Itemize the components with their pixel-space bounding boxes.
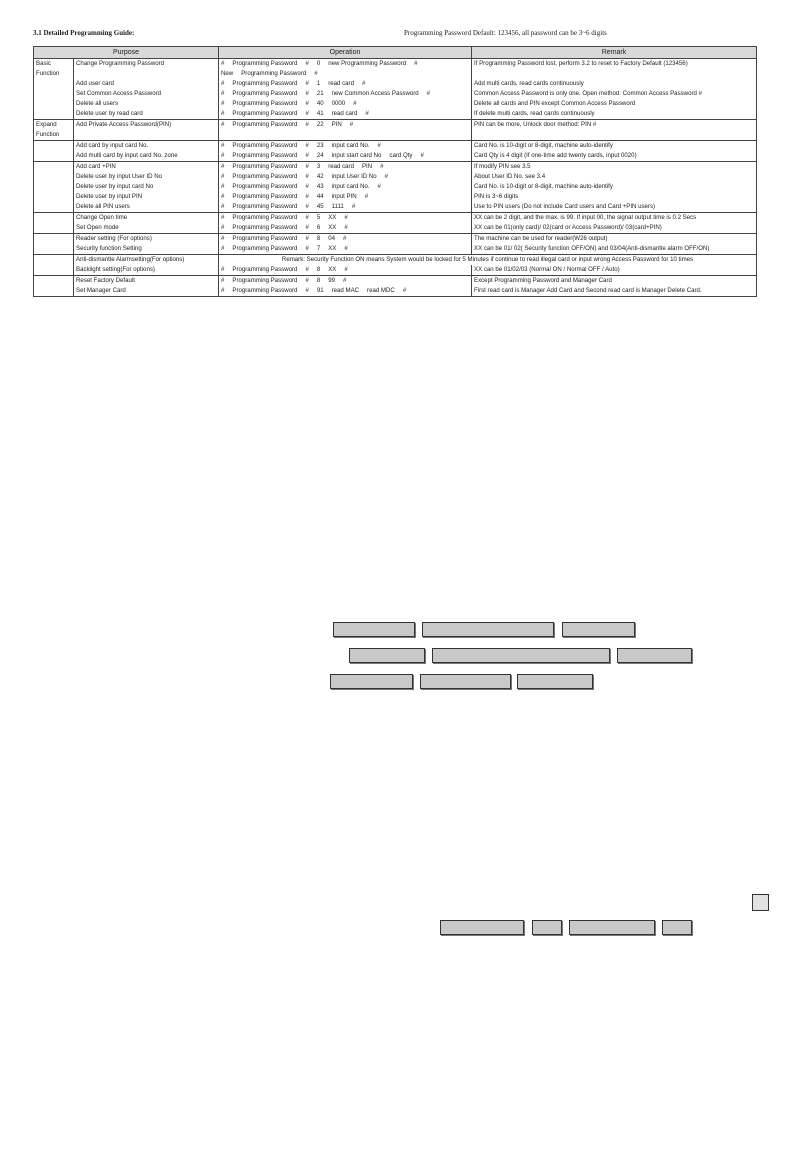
operation-cell	[219, 151, 472, 162]
operation-step: #	[414, 60, 418, 67]
operation-step: #	[305, 163, 309, 170]
remark-cell: XX can be 01(only card)/ 02(card or Access Password)/ 03(card+PIN)	[472, 223, 757, 234]
remark-cell: If Programming Password lost, perform 3.2 to reset to Factory Default (123456)	[472, 59, 757, 70]
operation-step: 24	[316, 152, 324, 159]
operation-step: #	[377, 142, 381, 149]
operation-step: 22	[316, 121, 324, 128]
operation-step: 0000	[331, 100, 346, 107]
remark-cell: PIN can be more, Unlock door method: PIN #	[472, 120, 757, 131]
operation-step: Programming Password	[232, 110, 298, 117]
operation-step: #	[221, 214, 225, 221]
operation-step: PIN	[361, 163, 373, 170]
operation-step: #	[426, 90, 431, 97]
operation-step: Programming Password	[232, 183, 298, 190]
purpose-cell: Delete user by input PIN	[74, 192, 219, 202]
operation-step: Programming Password	[232, 224, 298, 231]
operation-step: 1	[316, 80, 321, 87]
table-header-row	[34, 47, 757, 59]
category-cell	[34, 141, 74, 152]
operation-step: #	[344, 224, 348, 231]
operation-step: Programming Password	[232, 214, 298, 221]
category-cell	[34, 109, 74, 120]
remark-cell: Remark: Security Function ON means System would be locked for 5 Minutes if continue to read illegal card or input wrong Access Password for 10 times	[219, 255, 757, 266]
category-cell: Basic	[34, 59, 74, 70]
table-row	[34, 223, 757, 234]
operation-step: #	[305, 100, 309, 107]
operation-step: new Common Access Password	[331, 90, 419, 97]
operation-step: #	[305, 235, 309, 242]
column-header-purpose: Purpose	[34, 47, 219, 59]
remark-cell: XX can be 01/02/03 (Normal ON / Normal OFF / Auto)	[472, 265, 757, 276]
table-row	[34, 109, 757, 120]
operation-step: Programming Password	[232, 277, 298, 284]
operation-step: #	[221, 266, 225, 273]
diagram-box	[617, 648, 692, 663]
table-row	[34, 162, 757, 173]
operation-step: 0	[316, 60, 321, 67]
purpose-cell: Add user card	[74, 79, 219, 89]
operation-step: input User ID No	[331, 173, 377, 180]
operation-step: #	[221, 60, 225, 67]
operation-step: #	[221, 163, 225, 170]
remark-cell	[472, 69, 757, 79]
operation-cell	[219, 213, 472, 224]
category-cell: Function	[34, 69, 74, 79]
table-row	[34, 234, 757, 245]
purpose-cell: Set Open mode	[74, 223, 219, 234]
operation-step: 41	[316, 110, 324, 117]
category-cell	[34, 182, 74, 192]
table-row	[34, 182, 757, 192]
operation-step: #	[305, 90, 309, 97]
operation-step: #	[361, 80, 366, 87]
operation-step: Programming Password	[232, 235, 298, 242]
operation-step: Programming Password	[232, 193, 298, 200]
operation-cell	[219, 99, 472, 109]
operation-step: #	[221, 224, 225, 231]
diagram-box	[532, 920, 562, 935]
category-cell	[34, 99, 74, 109]
operation-step: 42	[316, 173, 324, 180]
operation-cell	[219, 192, 472, 202]
operation-cell	[219, 202, 472, 213]
operation-step: #	[344, 266, 348, 273]
table-row	[34, 79, 757, 89]
diagram-box	[662, 920, 692, 935]
purpose-cell: Reset Factory Default	[74, 276, 219, 287]
operation-cell	[219, 59, 472, 70]
category-cell: Expand	[34, 120, 74, 131]
remark-cell: The machine can be used for reader(W26 output)	[472, 234, 757, 245]
remark-cell: XX can be 01/ 02( Security function OFF/ON) and 03/04(Anti-dismantle alarm OFF/ON)	[472, 244, 757, 255]
operation-step: #	[402, 287, 407, 294]
operation-cell	[219, 130, 472, 141]
category-cell	[34, 162, 74, 173]
operation-step: #	[221, 235, 225, 242]
remark-cell: Card Qty is 4 digit (If one-time add twenty cards, input 0020)	[472, 151, 757, 162]
operation-step: #	[380, 163, 384, 170]
table-row	[34, 99, 757, 109]
operation-step: 3	[316, 163, 321, 170]
table-row	[34, 141, 757, 152]
operation-step: 91	[316, 287, 324, 294]
operation-step: #	[305, 142, 309, 149]
operation-cell	[219, 265, 472, 276]
remark-cell: If delete multi cards, read cards continuously	[472, 109, 757, 120]
operation-step: 45	[316, 203, 324, 210]
diagram-box	[432, 648, 610, 663]
operation-step: Programming Password	[232, 90, 298, 97]
table-row	[34, 265, 757, 276]
purpose-cell: Delete user by input card No	[74, 182, 219, 192]
purpose-cell: Anti-dismantle Alarmsetting(For options)	[74, 255, 219, 266]
table-row	[34, 151, 757, 162]
operation-cell	[219, 89, 472, 99]
operation-step: #	[305, 203, 309, 210]
column-header-remark: Remark	[472, 47, 757, 59]
diagram-box	[422, 622, 554, 637]
default-password-note: Programming Password Default: 123456, all password can be 3~6 digits	[404, 29, 607, 37]
operation-step: 5	[316, 214, 321, 221]
operation-step: #	[221, 152, 225, 159]
operation-step: #	[305, 277, 309, 284]
operation-step: #	[344, 214, 348, 221]
programming-guide-table	[33, 46, 757, 297]
table-row	[34, 89, 757, 99]
operation-step: #	[221, 173, 225, 180]
operation-step: New	[221, 70, 234, 77]
category-cell	[34, 172, 74, 182]
purpose-cell	[74, 69, 219, 79]
operation-step: card Qty	[389, 152, 413, 159]
remark-cell	[472, 130, 757, 141]
category-cell	[34, 89, 74, 99]
remark-cell: Card No. is 10-digit or 8-digit, machine auto-identify	[472, 141, 757, 152]
operation-cell	[219, 286, 472, 297]
operation-step: read card	[331, 110, 358, 117]
operation-step: #	[365, 110, 369, 117]
remark-cell: If modify PIN see 3.5	[472, 162, 757, 173]
operation-step: Programming Password	[241, 70, 307, 77]
category-cell	[34, 223, 74, 234]
operation-step: 43	[316, 183, 324, 190]
purpose-cell: Backlight setting(For options)	[74, 265, 219, 276]
operation-step: Programming Password	[232, 80, 298, 87]
operation-step: #	[351, 203, 356, 210]
operation-step: #	[305, 60, 309, 67]
operation-step: input start card No	[331, 152, 382, 159]
purpose-cell: Add card +PIN	[74, 162, 219, 173]
operation-step: Programming Password	[232, 100, 298, 107]
operation-step: #	[343, 277, 347, 284]
diagram-box	[420, 674, 511, 689]
table-row	[34, 192, 757, 202]
remark-cell: About User ID No. see 3.4	[472, 172, 757, 182]
operation-step: read MAC	[331, 287, 360, 294]
purpose-cell: Change Open time	[74, 213, 219, 224]
operation-step: #	[221, 183, 225, 190]
operation-step: input card No.	[331, 142, 370, 149]
operation-step: #	[349, 121, 354, 128]
operation-step: #	[221, 110, 225, 117]
category-cell	[34, 213, 74, 224]
column-header-operation: Operation	[219, 47, 472, 59]
category-cell	[34, 202, 74, 213]
category-cell	[34, 192, 74, 202]
remark-cell: First read card is Manager Add Card and Second read card is Manager Delete Card.	[472, 286, 757, 297]
operation-step: input card No.	[331, 183, 370, 190]
operation-cell	[219, 141, 472, 152]
operation-step: 21	[316, 90, 324, 97]
category-cell	[34, 255, 74, 266]
remark-cell: Delete all cards and PIN except Common Access Password	[472, 99, 757, 109]
purpose-cell: Add Private Access Password(PIN)	[74, 120, 219, 131]
operation-step: #	[221, 100, 225, 107]
operation-step: XX	[328, 266, 337, 273]
purpose-cell: Reader setting (For options)	[74, 234, 219, 245]
operation-cell	[219, 244, 472, 255]
purpose-cell: Delete all users	[74, 99, 219, 109]
operation-step: #	[305, 121, 309, 128]
operation-step: Programming Password	[232, 203, 298, 210]
purpose-cell: Add card by input card No.	[74, 141, 219, 152]
table-row	[34, 172, 757, 182]
purpose-cell	[74, 130, 219, 141]
operation-step: XX	[328, 224, 337, 231]
purpose-cell: Set Manager Card	[74, 286, 219, 297]
operation-step: #	[305, 224, 309, 231]
purpose-cell: Delete user by read card	[74, 109, 219, 120]
operation-step: #	[377, 183, 381, 190]
operation-step: #	[305, 193, 309, 200]
operation-step: #	[364, 193, 369, 200]
operation-step: #	[314, 70, 318, 77]
operation-cell	[219, 182, 472, 192]
operation-step: 7	[316, 245, 321, 252]
operation-step: #	[221, 203, 225, 210]
operation-step: Programming Password	[232, 287, 298, 294]
operation-step: 04	[328, 235, 335, 242]
operation-step: 8	[316, 266, 321, 273]
operation-step: #	[221, 287, 225, 294]
operation-step: Programming Password	[232, 163, 298, 170]
operation-step: 23	[316, 142, 324, 149]
operation-step: read card	[328, 80, 354, 87]
remark-cell: Card No. is 10-digit or 8-digit, machine auto-identify	[472, 182, 757, 192]
diagram-box	[517, 674, 593, 689]
table-row	[34, 130, 757, 141]
category-cell	[34, 276, 74, 287]
operation-step: #	[221, 193, 225, 200]
operation-step: PIN	[331, 121, 342, 128]
operation-step: Programming Password	[232, 60, 298, 67]
operation-step: #	[343, 235, 347, 242]
table-row	[34, 120, 757, 131]
operation-step: 44	[316, 193, 324, 200]
operation-step: #	[221, 245, 225, 252]
category-cell	[34, 265, 74, 276]
operation-step: Programming Password	[232, 152, 298, 159]
operation-step: read card	[328, 163, 354, 170]
operation-step: 6	[316, 224, 321, 231]
operation-step: 8	[316, 235, 321, 242]
diagram-box	[562, 622, 635, 637]
operation-step: 99	[328, 277, 335, 284]
category-cell	[34, 244, 74, 255]
operation-cell	[219, 69, 472, 79]
table-row	[34, 244, 757, 255]
table-row	[34, 69, 757, 79]
operation-step: read MDC	[367, 287, 395, 294]
operation-step: input PIN	[331, 193, 357, 200]
purpose-cell: Set Common Access Password	[74, 89, 219, 99]
operation-step: Programming Password	[232, 266, 298, 273]
operation-step: #	[384, 173, 389, 180]
operation-step: #	[305, 173, 309, 180]
operation-step: 40	[316, 100, 324, 107]
operation-cell	[219, 120, 472, 131]
operation-step: #	[221, 277, 225, 284]
operation-cell	[219, 276, 472, 287]
operation-step: #	[305, 214, 309, 221]
remark-cell: Except Programming Password and Manager Card	[472, 276, 757, 287]
operation-cell	[219, 223, 472, 234]
category-cell	[34, 79, 74, 89]
category-cell: Function	[34, 130, 74, 141]
diagram-box	[330, 674, 413, 689]
operation-step: #	[221, 80, 225, 87]
operation-step: #	[344, 245, 348, 252]
table-row	[34, 213, 757, 224]
diagram-square	[752, 894, 769, 911]
operation-step: Programming Password	[232, 121, 298, 128]
operation-step: 1111	[331, 203, 344, 210]
diagram-box	[349, 648, 425, 663]
purpose-cell: Add multi card by input card No. zone	[74, 151, 219, 162]
table-row	[34, 255, 757, 266]
category-cell	[34, 151, 74, 162]
operation-step: #	[305, 183, 309, 190]
operation-step: Programming Password	[232, 142, 298, 149]
operation-step: #	[305, 110, 309, 117]
operation-step: 8	[316, 277, 321, 284]
operation-step: XX	[328, 214, 337, 221]
operation-step: #	[305, 245, 309, 252]
operation-step: #	[305, 80, 309, 87]
operation-step: Programming Password	[232, 173, 298, 180]
operation-step: new Programming Password	[328, 60, 407, 67]
operation-step: #	[305, 266, 309, 273]
purpose-cell: Delete all PIN users	[74, 202, 219, 213]
category-cell	[34, 286, 74, 297]
operation-step: #	[221, 90, 225, 97]
table-row	[34, 59, 757, 70]
remark-cell: PIN is 3~6 digits	[472, 192, 757, 202]
operation-step: XX	[328, 245, 337, 252]
table-row	[34, 276, 757, 287]
purpose-cell: Change Programming Password	[74, 59, 219, 70]
table-row	[34, 202, 757, 213]
operation-cell	[219, 79, 472, 89]
remark-cell: Use to PIN users (Do not include Card users and Card +PIN users)	[472, 202, 757, 213]
operation-step: #	[221, 121, 225, 128]
operation-step: Programming Password	[232, 245, 298, 252]
operation-cell	[219, 109, 472, 120]
remark-cell: XX can be 2 digit, and the max. is 99. If input 00, the signal output time is 0.2 Secs	[472, 213, 757, 224]
remark-cell: Add multi cards, read cards continuously	[472, 79, 757, 89]
diagram-box	[569, 920, 655, 935]
operation-cell	[219, 162, 472, 173]
purpose-cell: Delete user by input User ID No	[74, 172, 219, 182]
section-title: 3.1 Detailed Programming Guide:	[33, 29, 135, 37]
operation-step: #	[353, 100, 357, 107]
operation-cell	[219, 172, 472, 182]
operation-step: #	[305, 287, 309, 294]
operation-cell	[219, 234, 472, 245]
purpose-cell: Security function Setting	[74, 244, 219, 255]
operation-step: #	[221, 142, 225, 149]
diagram-box	[440, 920, 524, 935]
category-cell	[34, 234, 74, 245]
remark-cell: Common Access Password is only one. Open method: Common Access Password #	[472, 89, 757, 99]
diagram-box	[333, 622, 415, 637]
operation-step: #	[305, 152, 309, 159]
table-row	[34, 286, 757, 297]
operation-step: #	[420, 152, 424, 159]
